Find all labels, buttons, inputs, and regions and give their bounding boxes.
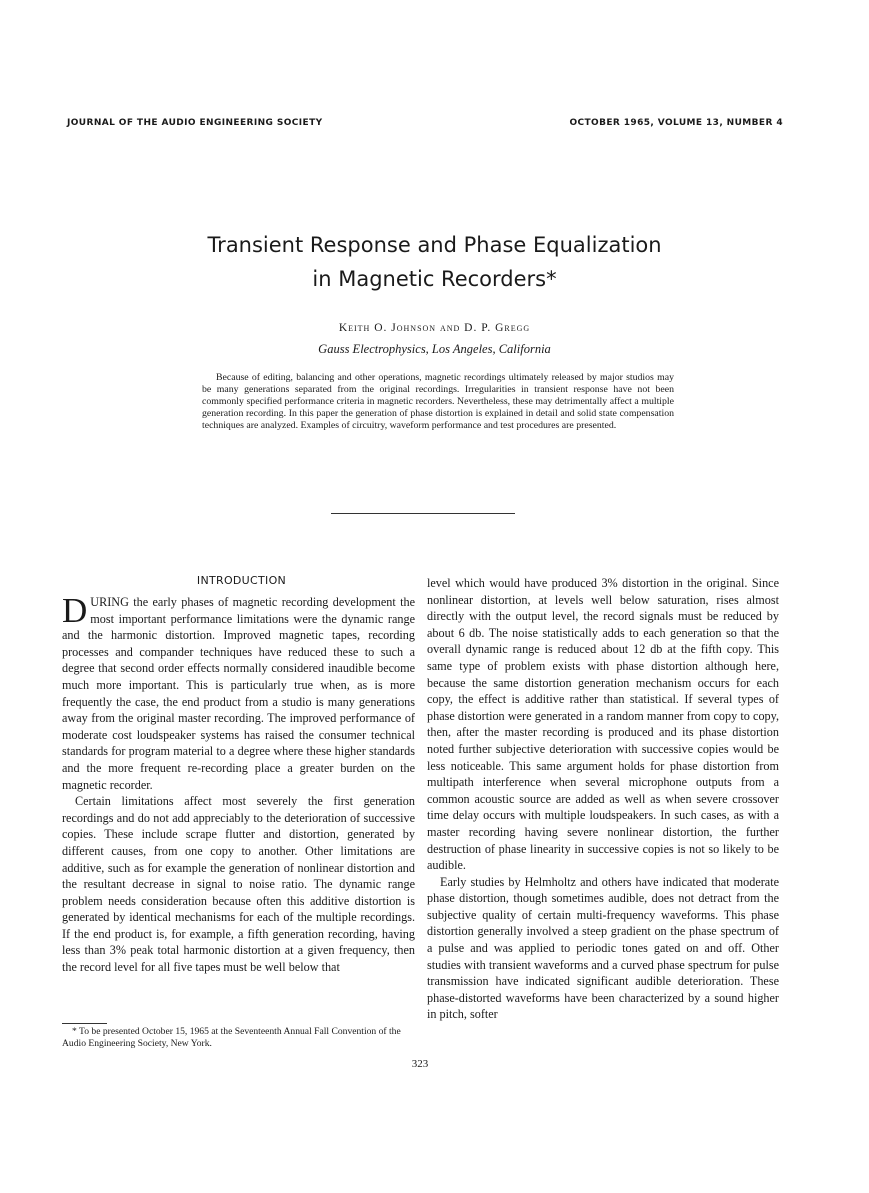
authors: Keith O. Johnson and D. P. Gregg [338, 322, 531, 334]
section-heading: INTRODUCTION [196, 574, 287, 587]
issue-info: OCTOBER 1965, VOLUME 13, NUMBER 4 [569, 118, 783, 128]
left-column [62, 591, 415, 976]
title-separator-rule [331, 513, 515, 514]
footnote: * To be presented October 15, 1965 at the Seventeenth Annual Fall Convention of the Audio Engineering Society, New York. [62, 1026, 401, 1049]
paper-title-line-1: Transient Response and Phase Equalization [207, 233, 662, 257]
right-paragraph-1: level which would have produced 3% distortion in the original. Since nonlinear distortion, at levels well below saturation, rises almost directly with the output level, the record signals must be reduced by about 6 db. The noise statistically adds to each generation so that the overall dynamic range is reduced about 12 db at the fifth copy. This same type of problem exists with phase distortion although here, because the same distortion generation mechanism occurs for each copy, the effect is additive rather than statistical. If several types of phase distortion were generated in a random manner from copy to copy, then, after the master recording is produced and its phase distortion noted further subjective deterioration with successive copies would be less noticeable. This same argument holds for phase distortion from multipath interference when several microphone outputs from a common acoustic source are added as well as when severe crossover time delay occurs with multiple loudspeakers. In such cases, as with a master recording having severe nonlinear distortion, the further destruction of phase linearity in successive copies is not so likely to be audible. [427, 576, 779, 873]
right-paragraph-2: Early studies by Helmholtz and others have indicated that moderate phase distortion, though sometimes audible, does not detract from the subjective quality of certain multi-frequency waveforms. This phase distortion generally involved a steep gradient on the phase spectrum of a pulse and was applied to periodic tones gated on and off. Other studies with transient waveforms and a curved phase spectrum for pulse transmission have indicated significant audible deterioration. These phase-distorted waveforms have been characterized by a sound higher in pitch, softer [427, 874, 779, 1022]
journal-name: JOURNAL OF THE AUDIO ENGINEERING SOCIETY [67, 118, 323, 128]
left-paragraph-2: Certain limitations affect most severely the first generation recordings and do not add appreciably to the deterioration of successive copies. These include scrape flutter and distortion, generated by different causes, from one copy to another. Other limitations are additive, such as for example the generation of nonlinear distortion and the resultant decrease in signal to noise ratio. The dynamic range problem needs consideration because often this additive distortion is generated by identical mechanisms for each of the multiple recordings. If the end product is, for example, a fifth generation recording, having less than 3% peak total harmonic distortion at a given frequency, then the record level for all five tapes must be well below that [62, 794, 415, 975]
left-paragraph-1 [62, 591, 415, 793]
left-paragraph-1-text: URING the early phases of magnetic recording development the most important performance limitations were the dynamic range and the harmonic distortion. Improved magnetic tapes, recording processes and compander techniques have reduced these to such a degree that second order effects normally considered inaudible become much more important. This is particularly true when, as is more frequently the case, the end product from a studio is many generations away from the original master recording. The improved performance of moderate cost loudspeaker systems has raised the consumer technical standards for program material to a degree where these higher standards and the more frequent re-recording place a greater burden on the magnetic recorder. [62, 595, 415, 792]
page-number: 323 [411, 1058, 429, 1070]
paper-title-line-2: in Magnetic Recorders* [312, 267, 557, 291]
footnote-rule [62, 1023, 107, 1024]
abstract: Because of editing, balancing and other operations, magnetic recordings ultimately released by major studios may be many generations separated from the original recordings. Irregularities in transient response have not been commonly specified performance criteria in magnetic recorders. Nevertheless, these may detrimentally affect a multiple generation recording. In this paper the generation of phase distortion is explained in detail and solid state compensation techniques are analyzed. Examples of circuitry, waveform performance and test procedures are presented. [202, 372, 674, 431]
drop-cap: D [62, 591, 88, 630]
right-column [427, 575, 779, 1023]
affiliation: Gauss Electrophysics, Los Angeles, California [318, 342, 551, 356]
